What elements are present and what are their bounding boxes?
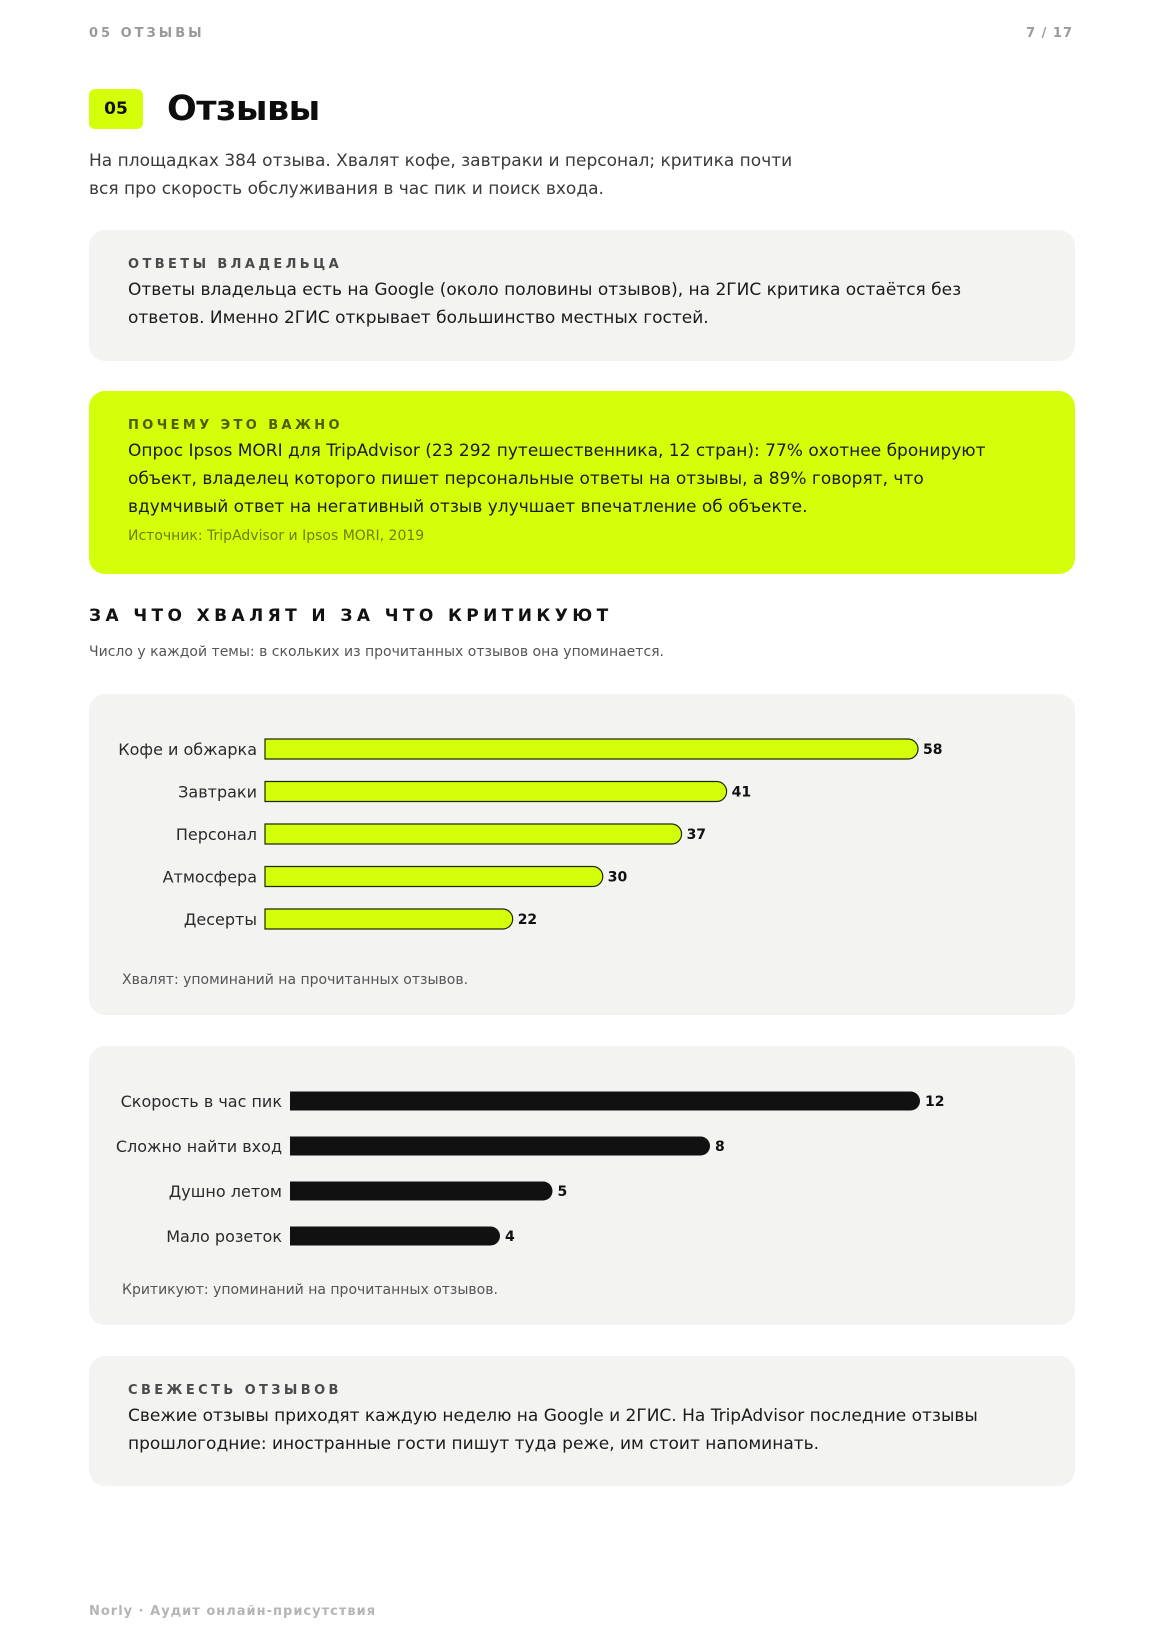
praise-category-label: Персонал	[175, 825, 257, 844]
praise-value-label: 30	[607, 869, 628, 886]
critic-bar	[290, 1137, 710, 1156]
critic-chart-caption: Критикуют: упоминаний на прочитанных отзывов.	[122, 1282, 498, 1298]
critic-bar	[290, 1227, 500, 1246]
praise-category-label: Атмосфера	[162, 867, 257, 887]
critic-category-label: Душно летом	[168, 1182, 282, 1201]
praise-category-label: Кофе и обжарка	[118, 740, 257, 759]
lead-paragraph: На площадках 384 отзыва. Хвалят кофе, завтраки и персонал; критика почти вся про скорость обслуживания в час пик и поиск входа.	[89, 151, 793, 199]
critic-category-label: Скорость в час пик	[120, 1092, 282, 1111]
critic-bar	[290, 1182, 553, 1201]
freshness-text: Свежие отзывы приходят каждую неделю на Google и 2ГИС. На TripAdvisor последние отзывы прошлогодние: иностранные гости пишут туда реже, им стоит напоминать.	[128, 1406, 978, 1454]
praise-value-label: 41	[731, 784, 752, 801]
why-important-card	[89, 391, 1075, 574]
owner-replies-label: ОТВЕТЫ ВЛАДЕЛЬЦА	[128, 257, 343, 272]
section-header	[89, 88, 320, 130]
critic-category-label: Мало розеток	[166, 1227, 282, 1246]
section-number-badge: 05	[89, 89, 143, 129]
critic-value-label: 8	[715, 1139, 725, 1155]
praise-category-label: Завтраки	[178, 782, 257, 802]
critic-chart-card	[89, 1046, 1075, 1325]
running-header-section: 05 ОТЗЫВЫ	[89, 26, 205, 41]
critic-category-label: Сложно найти вход	[115, 1137, 282, 1156]
praise-bar	[265, 824, 682, 844]
why-important-text: Опрос Ipsos MORI для TripAdvisor (23 292 путешественника, 12 стран): 77% охотнее бронируют объект, владелец которого пишет персональные ответы на отзывы, а 89% говорят, что вдумчивый ответ на негативный отзыв улучшает впечатление об объекте.	[128, 441, 986, 517]
praise-value-label: 22	[517, 912, 538, 928]
topics-note: Число у каждой темы: в скольких из прочитанных отзывов она упоминается.	[89, 644, 665, 660]
praise-value-label: 37	[686, 827, 707, 843]
praise-category-label: Десерты	[183, 910, 257, 929]
owner-replies-card	[89, 230, 1075, 361]
praise-bar	[265, 739, 918, 759]
critic-value-label: 5	[557, 1184, 568, 1200]
praise-bar-chart	[89, 694, 1075, 1015]
why-important-source: Источник: TripAdvisor и Ipsos MORI, 2019	[128, 528, 425, 544]
why-important-label: ПОЧЕМУ ЭТО ВАЖНО	[128, 418, 344, 433]
praise-bar	[265, 782, 727, 802]
praise-chart-card	[89, 694, 1075, 1015]
praise-bar	[265, 909, 513, 929]
freshness-card	[89, 1356, 1075, 1486]
praise-bar	[265, 867, 603, 887]
page-number: 7 / 17	[1026, 26, 1073, 41]
praise-value-label: 58	[923, 742, 943, 758]
page-title: Отзывы	[167, 89, 320, 129]
page-footer: Norly · Аудит онлайн-присутствия	[89, 1604, 377, 1619]
critic-value-label: 4	[505, 1229, 515, 1245]
critic-bar	[290, 1092, 920, 1111]
critic-value-label: 12	[925, 1094, 945, 1110]
owner-replies-text: Ответы владельца есть на Google (около половины отзывов), на 2ГИС критика остаётся без ответов. Именно 2ГИС открывает большинство местных гостей.	[128, 280, 962, 328]
praise-chart-caption: Хвалят: упоминаний на прочитанных отзывов.	[122, 972, 469, 988]
freshness-label: СВЕЖЕСТЬ ОТЗЫВОВ	[128, 1383, 342, 1398]
topics-heading: ЗА ЧТО ХВАЛЯТ И ЗА ЧТО КРИТИКУЮТ	[89, 606, 613, 626]
